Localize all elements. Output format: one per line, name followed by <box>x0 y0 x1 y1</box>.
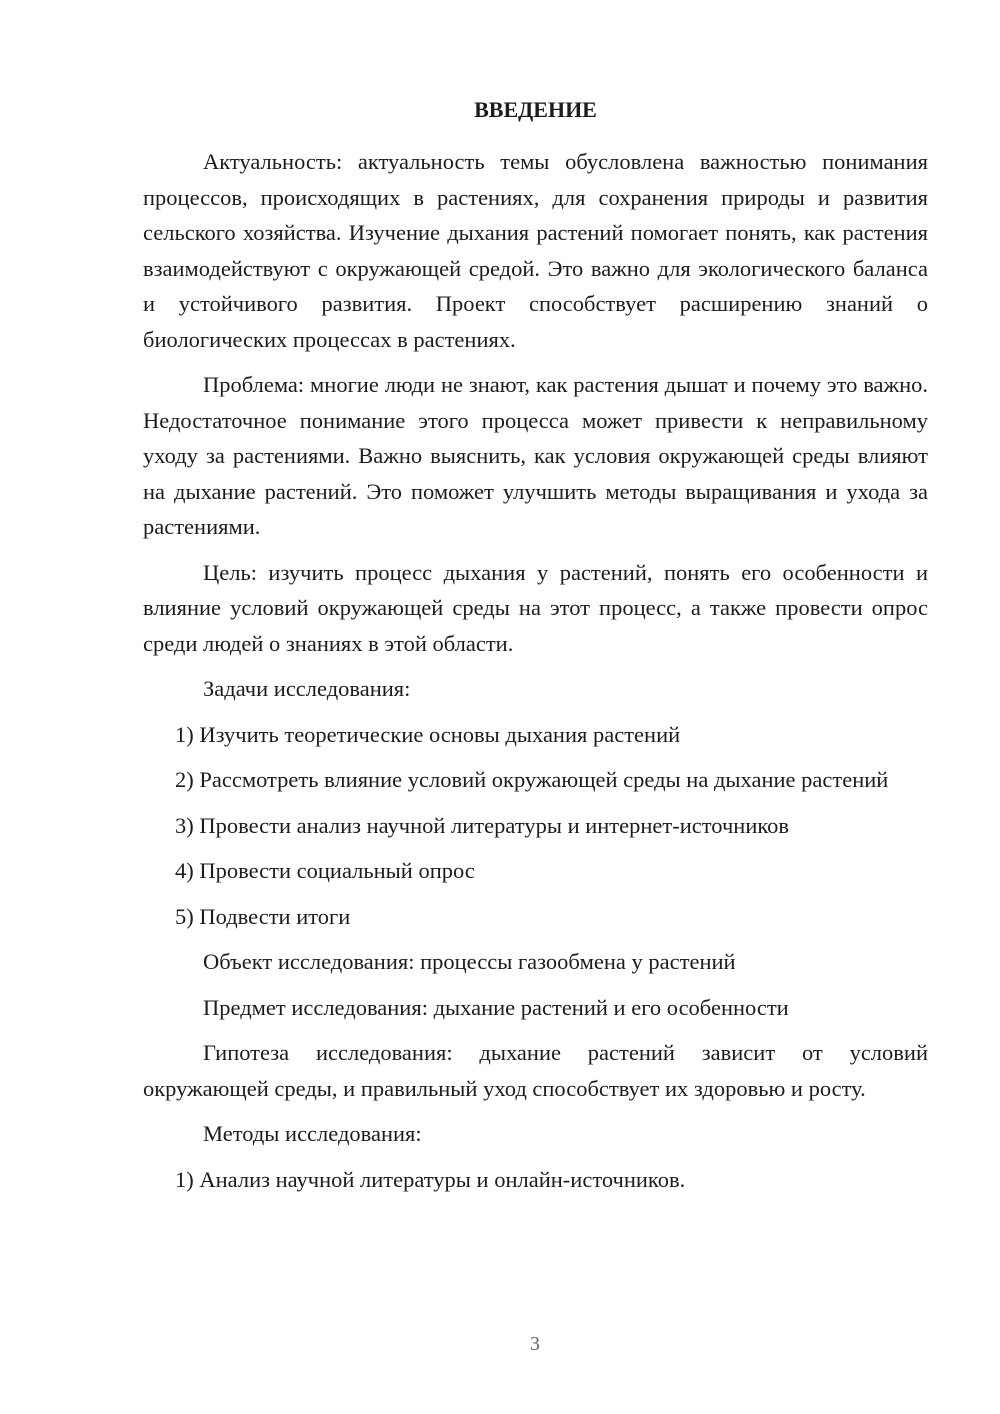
task-item-5: 5) Подвести итоги <box>175 903 351 929</box>
method-item-1: 1) Анализ научной литературы и онлайн-источников. <box>175 1166 686 1192</box>
subject-paragraph: Предмет исследования: дыхание растений и его особенности <box>203 994 789 1020</box>
hypothesis-paragraph: Гипотеза исследования: дыхание растений зависит от условий окружающей среды, и правильный уход способствует их здоровью и росту. <box>143 1040 928 1101</box>
task-item-4: 4) Провести социальный опрос <box>175 858 475 883</box>
task-item-1: 1) Изучить теоретические основы дыхания растений <box>175 721 681 747</box>
task-item-2: 2) Рассмотреть влияние условий окружающей среды на дыхание растений <box>175 767 889 792</box>
section-title: ВВЕДЕНИЕ <box>474 97 597 122</box>
object-paragraph: Объект исследования: процессы газообмена у растений <box>203 949 736 974</box>
page-content <box>143 94 928 1207</box>
methods-label: Методы исследования: <box>203 1121 422 1146</box>
tasks-label: Задачи исследования: <box>203 676 411 701</box>
relevance-paragraph: Актуальность: актуальность темы обусловлена важностью понимания процессов, происходящих в растениях, для сохранения природы и развития сельского хозяйства. Изучение дыхания растений помогает понять, как растения взаимодействуют с окружающей средой. Это важно для экологического баланса и устойчивого развития. Проект способствует расширению знаний о биологических процессах в растениях. <box>143 149 928 352</box>
task-item-3: 3) Провести анализ научной литературы и интернет-источников <box>175 812 790 838</box>
page-number: 3 <box>530 1333 540 1355</box>
goal-paragraph: Цель: изучить процесс дыхания у растений, понять его особенности и влияние условий окружающей среды на этот процесс, а также провести опрос среди людей о знаниях в этой области. <box>143 559 928 656</box>
problem-paragraph: Проблема: многие люди не знают, как растения дышат и почему это важно. Недостаточное понимание этого процесса может привести к неправильному уходу за растениями. Важно выяснить, как условия окружающей среды влияют на дыхание растений. Это поможет улучшить методы выращивания и ухода за растениями. <box>143 372 928 539</box>
